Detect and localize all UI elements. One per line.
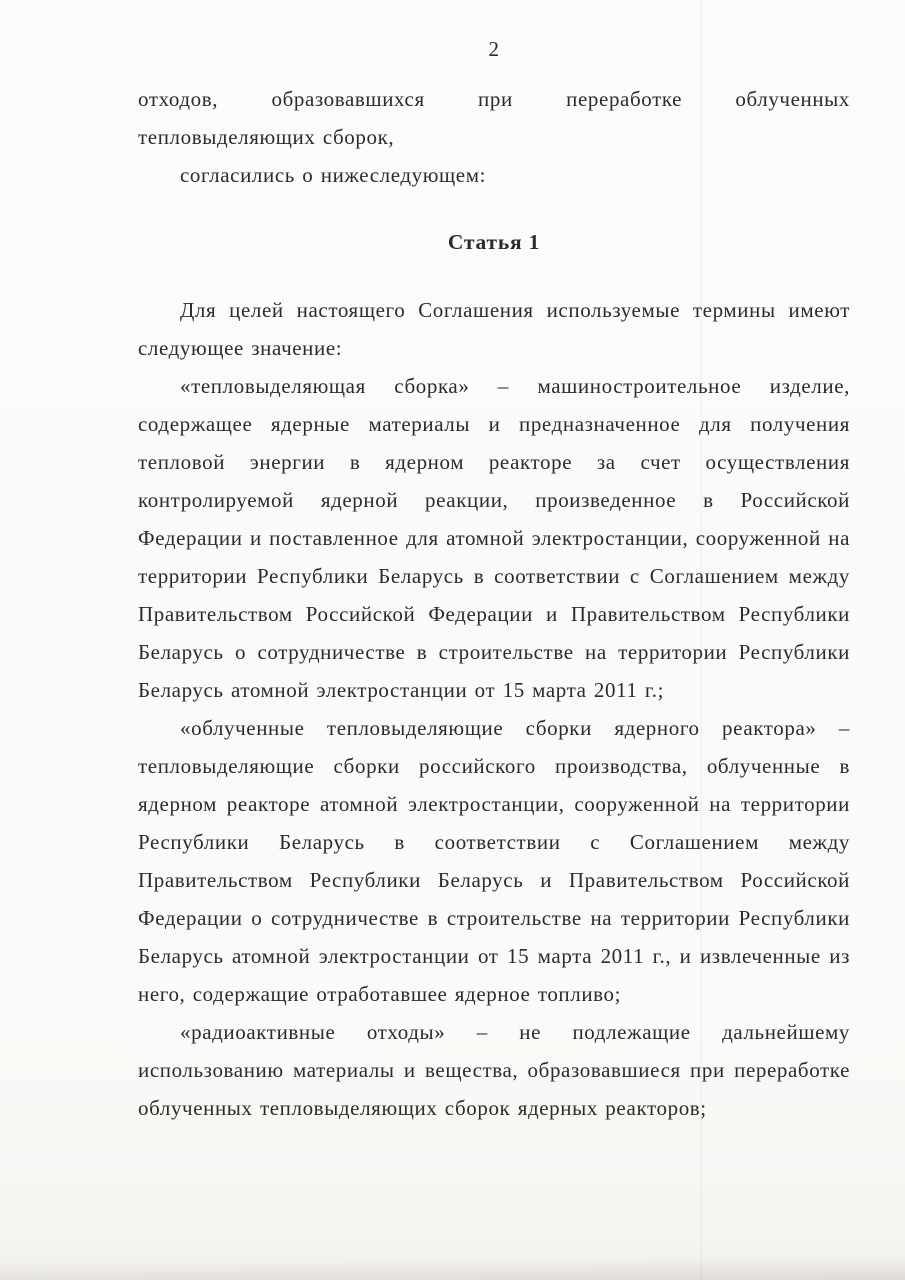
paragraph-terms-intro: Для целей настоящего Соглашения используемые термины имеют следующее значение: <box>138 298 850 360</box>
document-content <box>138 34 850 1127</box>
paragraph-agreement-clause: согласились о нижеследующем: <box>180 163 487 187</box>
article-1-heading: Статья 1 <box>447 230 541 254</box>
paragraph-definition-fuel-assembly: «тепловыделяющая сборка» – машиностроительное изделие, содержащее ядерные материалы и предназначенное для получения тепловой энергии в ядерном реакторе за счет осуществления контролируемой ядерной реакции, произведенное в Российской Федерации и поставленное для атомной электростанции, сооруженной на территории Республики Беларусь в соответствии с Соглашением между Правительством Российской Федерации и Правительством Республики Беларусь о сотрудничестве в строительстве на территории Республики Беларусь атомной электростанции от 15 марта 2011 г.; <box>138 374 850 702</box>
scan-bottom-edge-shadow <box>0 1256 905 1280</box>
paragraph-continuation: отходов, образовавшихся при переработке облученных тепловыделяющих сборок, <box>138 87 850 149</box>
paragraph-definition-radioactive-waste: «радиоактивные отходы» – не подлежащие дальнейшему использованию материалы и вещества, образовавшиеся при переработке облученных тепловыделяющих сборок ядерных реакторов; <box>138 1020 850 1120</box>
paragraph-definition-irradiated-assemblies: «облученные тепловыделяющие сборки ядерного реактора» – тепловыделяющие сборки российского производства, облученные в ядерном реакторе атомной электростанции, сооруженной на территории Республики Беларусь в соответствии с Соглашением между Правительством Республики Беларусь и Правительством Российской Федерации о сотрудничестве в строительстве на территории Республики Беларусь атомной электростанции от 15 марта 2011 г., и извлеченные из него, содержащие отработавшее ядерное топливо; <box>138 716 850 1006</box>
page-number: 2 <box>488 37 500 61</box>
